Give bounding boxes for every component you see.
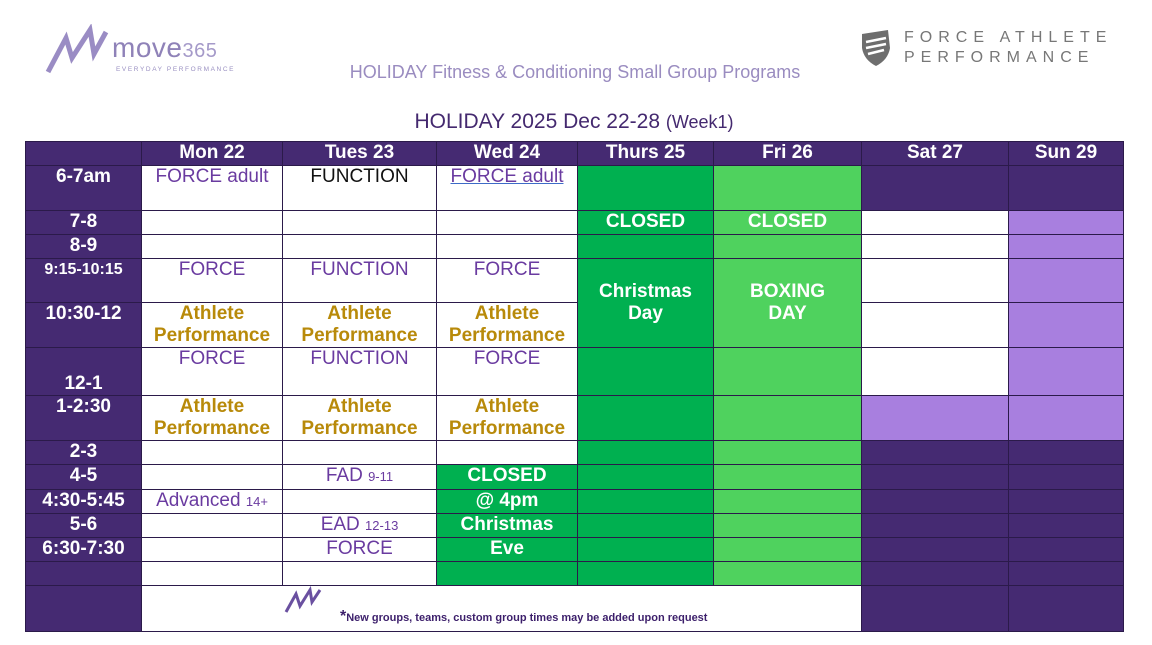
empty-cell <box>283 490 437 514</box>
day-header: Thurs 25 <box>578 142 714 166</box>
empty-cell <box>1009 259 1124 303</box>
table-row <box>26 490 1124 514</box>
closed-cell <box>578 441 714 465</box>
closed-cell <box>578 490 714 514</box>
empty-cell <box>1009 586 1124 632</box>
class-cell: FORCE adult <box>142 166 283 211</box>
class-cell: Athlete Performance <box>283 303 437 348</box>
empty-cell <box>1009 211 1124 235</box>
closed-cell <box>714 490 862 514</box>
empty-cell <box>862 490 1009 514</box>
table-row <box>26 348 1124 396</box>
closed-cell <box>578 396 714 441</box>
class-cell: FORCE <box>283 538 437 562</box>
empty-cell <box>862 303 1009 348</box>
closed-cell <box>578 348 714 396</box>
class-cell: FORCE <box>437 259 578 303</box>
empty-cell <box>862 259 1009 303</box>
table-row <box>26 259 1124 303</box>
class-cell: Athlete Performance <box>437 396 578 441</box>
table-row <box>26 166 1124 211</box>
header-row <box>26 142 1124 166</box>
empty-cell <box>862 211 1009 235</box>
wed-closed-label: Eve <box>437 538 578 562</box>
holiday-label: Christmas Day <box>578 259 714 348</box>
empty-cell <box>283 441 437 465</box>
empty-cell <box>283 211 437 235</box>
empty-cell <box>437 441 578 465</box>
table-row <box>26 562 1124 586</box>
empty-cell <box>1009 490 1124 514</box>
class-cell: FUNCTION <box>283 166 437 211</box>
time-cell: 12-1 <box>26 348 142 396</box>
time-cell <box>26 562 142 586</box>
footnote: *New groups, teams, custom group times may be added upon request <box>340 608 708 625</box>
class-cell: FUNCTION <box>283 259 437 303</box>
closed-cell <box>714 166 862 211</box>
empty-cell <box>862 166 1009 211</box>
closed-cell <box>714 348 862 396</box>
time-cell: 9:15-10:15 <box>26 259 142 303</box>
empty-cell <box>1009 235 1124 259</box>
closed-cell <box>578 166 714 211</box>
empty-cell <box>26 586 142 632</box>
closed-cell <box>578 514 714 538</box>
closed-label: CLOSED <box>578 211 714 235</box>
time-cell: 7-8 <box>26 211 142 235</box>
empty-cell <box>142 562 283 586</box>
class-cell: FORCE <box>142 259 283 303</box>
move365-logo <box>44 24 254 76</box>
empty-cell <box>142 211 283 235</box>
empty-cell <box>1009 396 1124 441</box>
closed-cell <box>714 235 862 259</box>
class-cell: EAD 12-13 <box>283 514 437 538</box>
empty-cell <box>142 538 283 562</box>
class-cell: Advanced 14+ <box>142 490 283 514</box>
day-header: Mon 22 <box>142 142 283 166</box>
closed-cell <box>714 562 862 586</box>
time-cell: 1-2:30 <box>26 396 142 441</box>
empty-cell <box>1009 514 1124 538</box>
class-cell: Athlete Performance <box>142 396 283 441</box>
day-header: Fri 26 <box>714 142 862 166</box>
closed-cell <box>578 538 714 562</box>
time-cell: 4-5 <box>26 465 142 490</box>
closed-cell <box>437 562 578 586</box>
table-row <box>26 211 1124 235</box>
move365-mark-icon <box>44 24 110 74</box>
day-header: Tues 23 <box>283 142 437 166</box>
class-cell: FAD 9-11 <box>283 465 437 490</box>
closed-cell <box>714 514 862 538</box>
empty-cell <box>862 514 1009 538</box>
day-header: Sun 29 <box>1009 142 1124 166</box>
empty-cell <box>862 235 1009 259</box>
schedule-table <box>25 141 1124 632</box>
move365-wordmark: move365 <box>112 32 218 63</box>
empty-cell <box>1009 303 1124 348</box>
table-row <box>26 465 1124 490</box>
class-cell: FUNCTION <box>283 348 437 396</box>
empty-cell <box>1009 538 1124 562</box>
closed-cell <box>714 441 862 465</box>
empty-cell <box>142 441 283 465</box>
class-cell: Athlete Performance <box>437 303 578 348</box>
class-cell: FORCE <box>142 348 283 396</box>
time-cell: 5-6 <box>26 514 142 538</box>
empty-cell <box>862 465 1009 490</box>
page-title: HOLIDAY 2025 Dec 22-28 (Week1) <box>414 110 734 133</box>
corner-cell <box>26 142 142 166</box>
table-row <box>26 538 1124 562</box>
empty-cell <box>1009 441 1124 465</box>
day-header: Sat 27 <box>862 142 1009 166</box>
empty-cell <box>1009 348 1124 396</box>
wed-closed-label: CLOSED <box>437 465 578 490</box>
empty-cell <box>142 465 283 490</box>
empty-cell <box>1009 562 1124 586</box>
force-athlete-wordmark: FORCE ATHLETE PERFORMANCE <box>904 29 1113 66</box>
closed-cell <box>714 396 862 441</box>
closed-cell <box>714 538 862 562</box>
table-row <box>26 514 1124 538</box>
closed-cell <box>578 465 714 490</box>
time-cell: 8-9 <box>26 235 142 259</box>
time-cell: 6:30-7:30 <box>26 538 142 562</box>
class-cell: FORCE adult <box>437 166 578 211</box>
empty-cell <box>437 235 578 259</box>
time-cell: 6-7am <box>26 166 142 211</box>
empty-cell <box>1009 465 1124 490</box>
empty-cell <box>862 441 1009 465</box>
empty-cell <box>142 235 283 259</box>
empty-cell <box>283 562 437 586</box>
closed-cell <box>714 465 862 490</box>
empty-cell <box>862 348 1009 396</box>
move365-tagline: EVERYDAY PERFORMANCE <box>116 66 236 73</box>
empty-cell <box>862 396 1009 441</box>
empty-cell <box>142 514 283 538</box>
empty-cell <box>1009 166 1124 211</box>
empty-cell <box>862 586 1009 632</box>
time-cell: 4:30-5:45 <box>26 490 142 514</box>
class-cell: FORCE <box>437 348 578 396</box>
time-cell: 2-3 <box>26 441 142 465</box>
table-row <box>26 441 1124 465</box>
class-cell: Athlete Performance <box>283 396 437 441</box>
closed-cell <box>578 235 714 259</box>
move365-mark-icon <box>284 586 324 614</box>
page-subtitle: HOLIDAY Fitness & Conditioning Small Group Programs <box>349 62 801 82</box>
empty-cell <box>862 562 1009 586</box>
table-row <box>26 396 1124 441</box>
closed-cell <box>578 562 714 586</box>
wed-closed-label: @ 4pm <box>437 490 578 514</box>
wed-closed-label: Christmas <box>437 514 578 538</box>
class-cell: Athlete Performance <box>142 303 283 348</box>
table-row <box>26 303 1124 348</box>
holiday-label: BOXING DAY <box>714 259 862 348</box>
empty-cell <box>862 538 1009 562</box>
closed-label: CLOSED <box>714 211 862 235</box>
table-row <box>26 235 1124 259</box>
empty-cell <box>283 235 437 259</box>
day-header: Wed 24 <box>437 142 578 166</box>
time-cell: 10:30-12 <box>26 303 142 348</box>
empty-cell <box>437 211 578 235</box>
